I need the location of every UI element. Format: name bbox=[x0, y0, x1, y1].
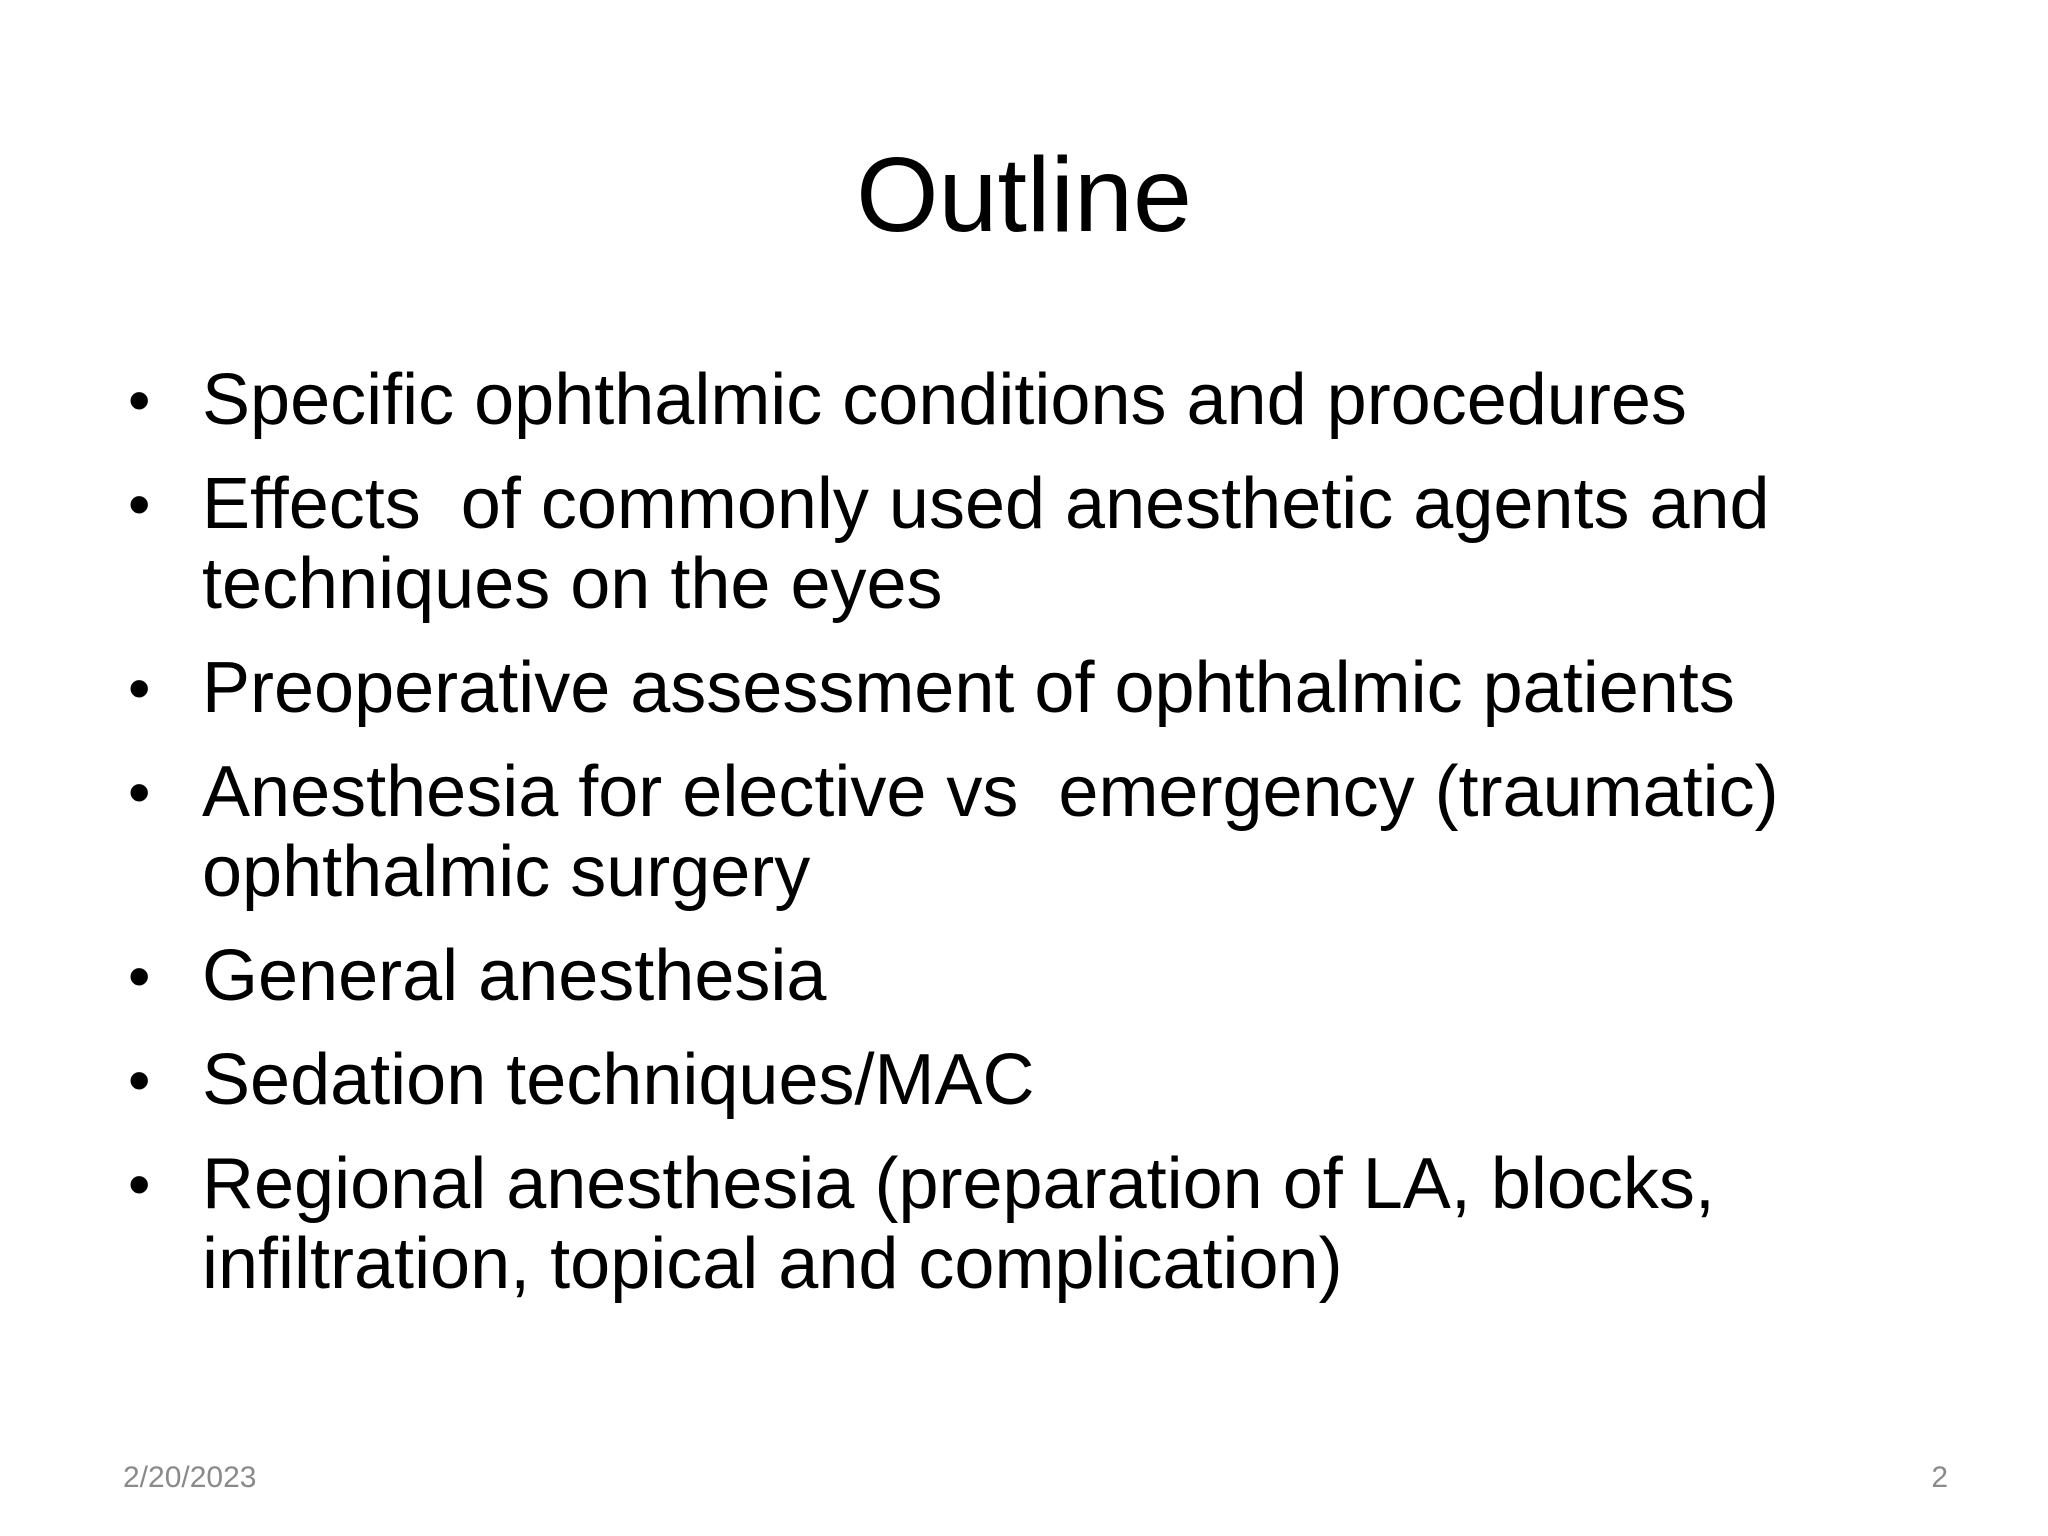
bullet-text: Anesthesia for elective vs emergency (traumatic) ophthalmic surgery bbox=[202, 752, 1799, 912]
bullet-item bbox=[120, 752, 1940, 912]
bullet-dot-icon: • bbox=[128, 940, 151, 1012]
bullet-dot-icon: • bbox=[128, 468, 151, 540]
bullet-item bbox=[120, 464, 1940, 624]
bullet-dot-icon: • bbox=[128, 1148, 151, 1220]
bullet-text: General anesthesia bbox=[202, 936, 827, 1016]
page-number: 2 bbox=[1931, 1461, 1948, 1494]
bullet-dot-icon: • bbox=[128, 756, 151, 828]
bullet-dot-icon: • bbox=[128, 364, 151, 436]
bullet-text: Preoperative assessment of ophthalmic patients bbox=[202, 648, 1735, 728]
bullet-item bbox=[120, 936, 1940, 1016]
bullet-text: Specific ophthalmic conditions and procedures bbox=[202, 360, 1687, 440]
bullet-item bbox=[120, 360, 1940, 440]
bullet-item bbox=[120, 1144, 1940, 1304]
bullet-text: Effects of commonly used anesthetic agents and techniques on the eyes bbox=[202, 464, 1790, 624]
footer-date: 2/20/2023 bbox=[123, 1461, 257, 1494]
bullet-dot-icon: • bbox=[128, 1044, 151, 1116]
bullet-item bbox=[120, 648, 1940, 728]
bullet-item bbox=[120, 1040, 1940, 1120]
bullet-text: Regional anesthesia (preparation of LA, blocks, infiltration, topical and complication) bbox=[202, 1144, 1715, 1304]
bullet-dot-icon: • bbox=[128, 652, 151, 724]
bullet-text: Sedation techniques/MAC bbox=[202, 1040, 1035, 1120]
bullet-list bbox=[120, 360, 1940, 1328]
slide-title: Outline bbox=[856, 136, 1192, 254]
